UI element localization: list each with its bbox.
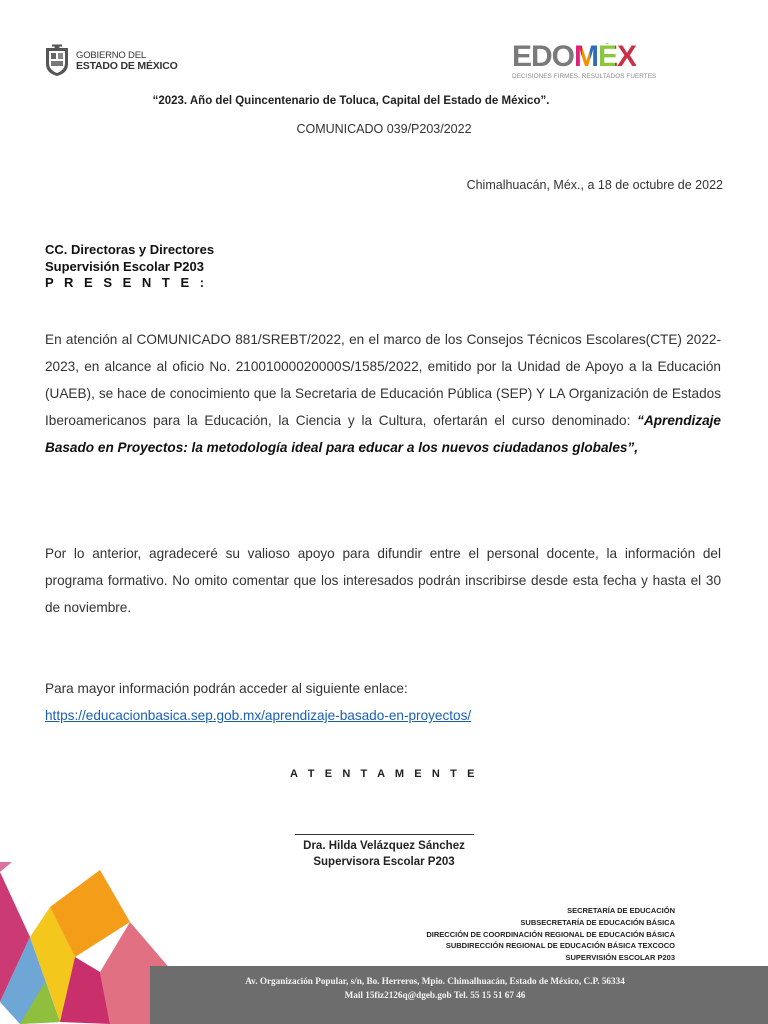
- signature-line: [295, 834, 474, 835]
- edomex-wordmark: [512, 40, 672, 73]
- footer-contact: [150, 975, 720, 1002]
- edomex-tagline: DECISIONES FIRMES, RESULTADOS FUERTES: [512, 73, 657, 80]
- paragraph-3-text: Para mayor información podrán acceder al siguiente enlace:: [45, 681, 408, 696]
- body-paragraph-1: [45, 326, 721, 461]
- signer-title: Supervisora Escolar P203: [313, 856, 455, 868]
- addressee-block: [45, 242, 214, 292]
- footer-mail-phone: Mail 15fiz2126q@dgeb.gob Tel. 55 15 51 67 46: [344, 989, 526, 1000]
- place-and-date: Chimalhuacán, Méx., a 18 de octubre de 2022: [466, 178, 723, 192]
- course-link[interactable]: https://educacionbasica.sep.gob.mx/aprendizaje-basado-en-proyectos/: [45, 708, 472, 723]
- year-motto: [0, 95, 718, 107]
- department-item: SECRETARÍA DE EDUCACIÓN: [567, 906, 675, 915]
- gov-line-1: GOBIERNO DEL: [76, 49, 146, 61]
- addressee-line-1: CC. Directoras y Directores: [45, 242, 215, 257]
- department-item: SUBSECRETARÍA DE EDUCACIÓN BÁSICA: [520, 917, 675, 927]
- brand-part-3: ÉX: [598, 40, 637, 73]
- brand-part-2: M: [574, 40, 599, 73]
- department-item: DIRECCIÓN DE COORDINACIÓN REGIONAL DE EDUCACIÓN BÁSICA: [426, 929, 675, 939]
- footer-address: Av. Organización Popular, s/n, Bo. Herreros, Mpio. Chimalhuacán, Estado de México, C.P. 56334: [245, 976, 625, 986]
- paragraph-1-text: En atención al COMUNICADO 881/SREBT/2022, en el marco de los Consejos Técnicos Escolares(CTE) 2022-2023, en alcance al oficio No. 21001000020000S/1585/2022, emitido por la Unidad de Apoyo a la Educación (UAEB), se hace de conocimiento que la Secretaria de Educación Pública (SEP) Y LA Organización de Estados Iberoamericanos para la Educación, la Ciencia y la Cultura, ofertarán el curso denominado:: [45, 332, 721, 428]
- government-logo: [43, 44, 178, 77]
- gov-line-2: ESTADO DE MÉXICO: [76, 59, 178, 72]
- body-paragraph-2: Por lo anterior, agradeceré su valioso apoyo para difundir entre el personal docente, la información del programa formativo. No omito comentar que los interesados podrán inscribirse desde esta fecha y hasta el 30 de noviembre.: [45, 546, 721, 615]
- department-item: SUPERVISIÓN ESCOLAR P203: [565, 953, 675, 963]
- addressee-line-2: Supervisión Escolar P203: [45, 258, 204, 274]
- department-list: [426, 905, 675, 964]
- department-item: SUBDIRECCIÓN REGIONAL DE EDUCACIÓN BÁSICA TEXCOCO: [445, 941, 675, 951]
- comunicado-number: COMUNICADO 039/P203/2022: [296, 122, 472, 136]
- state-seal-icon: [43, 44, 71, 77]
- body-paragraph-3: [45, 675, 721, 729]
- year-motto-text: “2023. Año del Quincentenario de Toluca, Capital del Estado de México”.: [152, 95, 550, 107]
- brand-part-1: EDO: [512, 40, 575, 73]
- edomex-logo: [512, 40, 672, 80]
- closing-atentamente: A T E N T A M E N T E: [289, 768, 479, 780]
- signer-name: Dra. Hilda Velázquez Sánchez: [303, 840, 465, 852]
- addressee-presente: P R E S E N T E :: [45, 275, 208, 290]
- course-title: “Aprendizaje Basado en Proyectos: la metodología ideal para educar a los nuevos ciudadanos globales”,: [45, 413, 721, 455]
